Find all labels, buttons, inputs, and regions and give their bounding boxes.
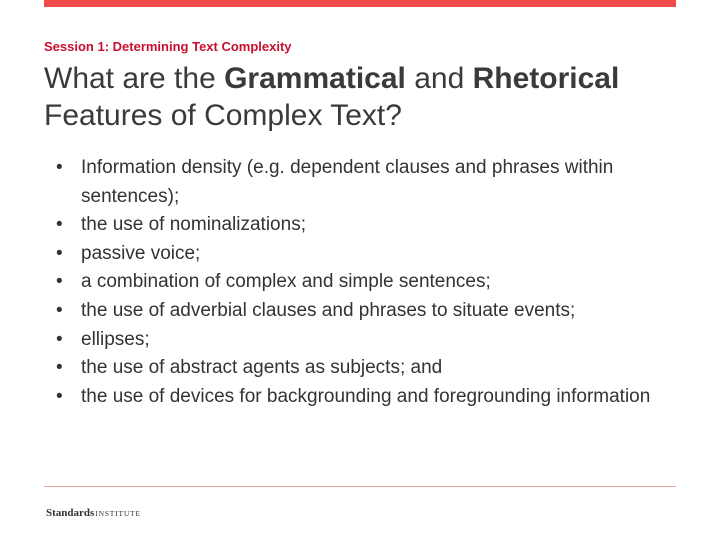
bullet-dot-icon: •: [56, 271, 63, 293]
bullet-dot-icon: •: [56, 157, 63, 178]
bullet-text: passive voice;: [81, 242, 201, 264]
session-label: Session 1: Determining Text Complexity: [44, 39, 292, 54]
bullet-item: [56, 211, 676, 240]
bullet-list: [56, 154, 676, 411]
slide-title: [44, 60, 684, 134]
bullet-text: the use of adverbial clauses and phrases to situate events;: [81, 299, 576, 321]
title-text-3: Features of Complex Text?: [44, 99, 402, 132]
bullet-item: [56, 326, 676, 355]
bullet-dot-icon: •: [56, 214, 63, 236]
bullet-dot-icon: •: [56, 328, 63, 350]
bullet-text: ellipses;: [81, 328, 150, 350]
bullet-item: [56, 383, 676, 412]
title-bold-rhetorical: Rhetorical: [472, 62, 620, 95]
bullet-text: the use of abstract agents as subjects; and: [81, 357, 443, 379]
title-text-1: What are the: [44, 62, 225, 95]
logo-sub-text: INSTITUTE: [95, 509, 141, 518]
standards-institute-logo: [46, 503, 141, 521]
bullet-text: the use of nominalizations;: [81, 214, 306, 236]
bullet-item: [56, 154, 676, 211]
bullet-item: [56, 354, 676, 383]
bullet-text: the use of devices for backgrounding and foregrounding information: [81, 385, 651, 407]
footer-divider: [44, 486, 676, 487]
bullet-text: Information density (e.g. dependent clauses and phrases within sentences);: [81, 157, 614, 207]
title-text-2: and: [405, 62, 473, 95]
bullet-item: [56, 240, 676, 269]
bullet-dot-icon: •: [56, 299, 63, 321]
bullet-dot-icon: •: [56, 357, 63, 379]
logo-main-text: Standards: [46, 507, 95, 519]
bullet-dot-icon: •: [56, 242, 63, 264]
title-bold-grammatical: Grammatical: [224, 62, 406, 95]
bullet-dot-icon: •: [56, 385, 63, 407]
bullet-item: [56, 297, 676, 326]
top-accent-bar: [44, 0, 676, 7]
bullet-item: [56, 268, 676, 297]
bullet-text: a combination of complex and simple sentences;: [81, 271, 491, 293]
